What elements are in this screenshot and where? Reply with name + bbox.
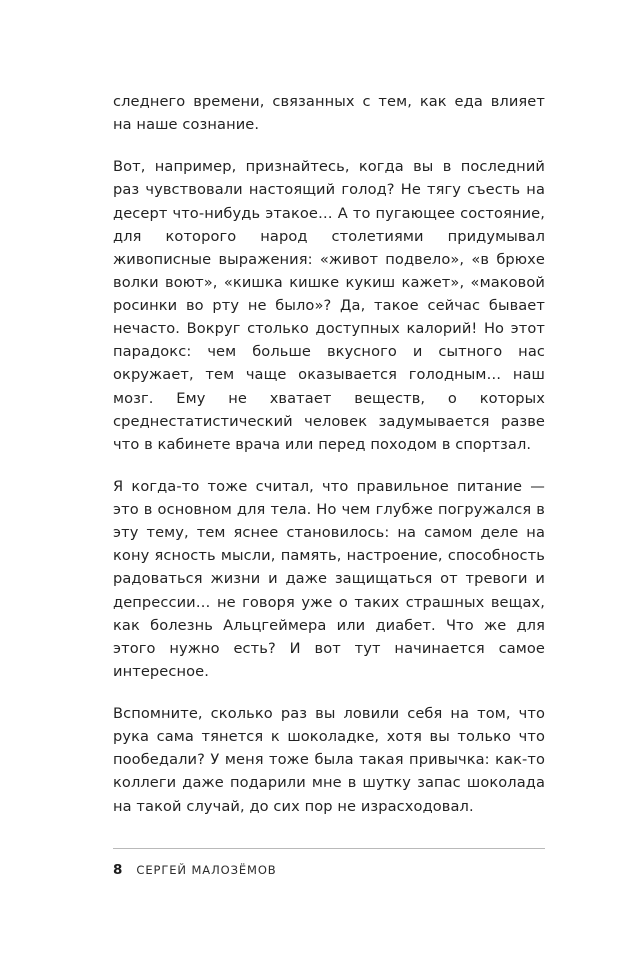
paragraph: Вот, например, признайтесь, когда вы в последний раз чувствовали настоящий голод? Не тягу съесть на десерт что-нибудь этакое… А то пугающее состояние, для которого народ столетиями придумывал живописные выражения: «живот подвело», «в брюхе волки воют», «кишка кишке кукиш кажет», «маковой росинки во рту не было»? Да, такое сейчас бывает нечасто. Вокруг столько доступных калорий! Но этот парадокс: чем больше вкусного и сытного нас окружает, тем чаще оказывается голодным… наш мозг. Ему не хватает веществ, о которых среднестатистический человек задумывается разве что в кабинете врача или перед походом в спортзал. xyxy=(113,158,545,453)
page-footer xyxy=(113,848,545,878)
running-head-author: СЕРГЕЙ МАЛОЗЁМОВ xyxy=(136,863,277,877)
page-number: 8 xyxy=(113,862,123,878)
paragraph: Вспомните, сколько раз вы ловили себя на том, что рука сама тянется к шоколадке, хотя вы только что пообедали? У меня тоже была такая привычка: как-то коллеги даже подарили мне в шутку запас шоколада на такой случай, до сих пор не израсходовал. xyxy=(113,705,545,815)
footer-divider xyxy=(113,848,545,849)
footer-line xyxy=(113,862,545,878)
paragraph: следнего времени, связанных с тем, как еда влияет на наше сознание. xyxy=(113,93,545,134)
paragraph: Я когда-то тоже считал, что правильное питание — это в основном для тела. Но чем глубже погружался в эту тему, тем яснее становилось: на самом деле на кону ясность мысли, память, настроение, способность радоваться жизни и даже защищаться от тревоги и депрессии… не говоря уже о таких страшных вещах, как болезнь Альцгеймера или диабет. Что же для этого нужно есть? И вот тут начинается самое интересное. xyxy=(113,477,545,680)
page-body-text xyxy=(113,90,545,818)
